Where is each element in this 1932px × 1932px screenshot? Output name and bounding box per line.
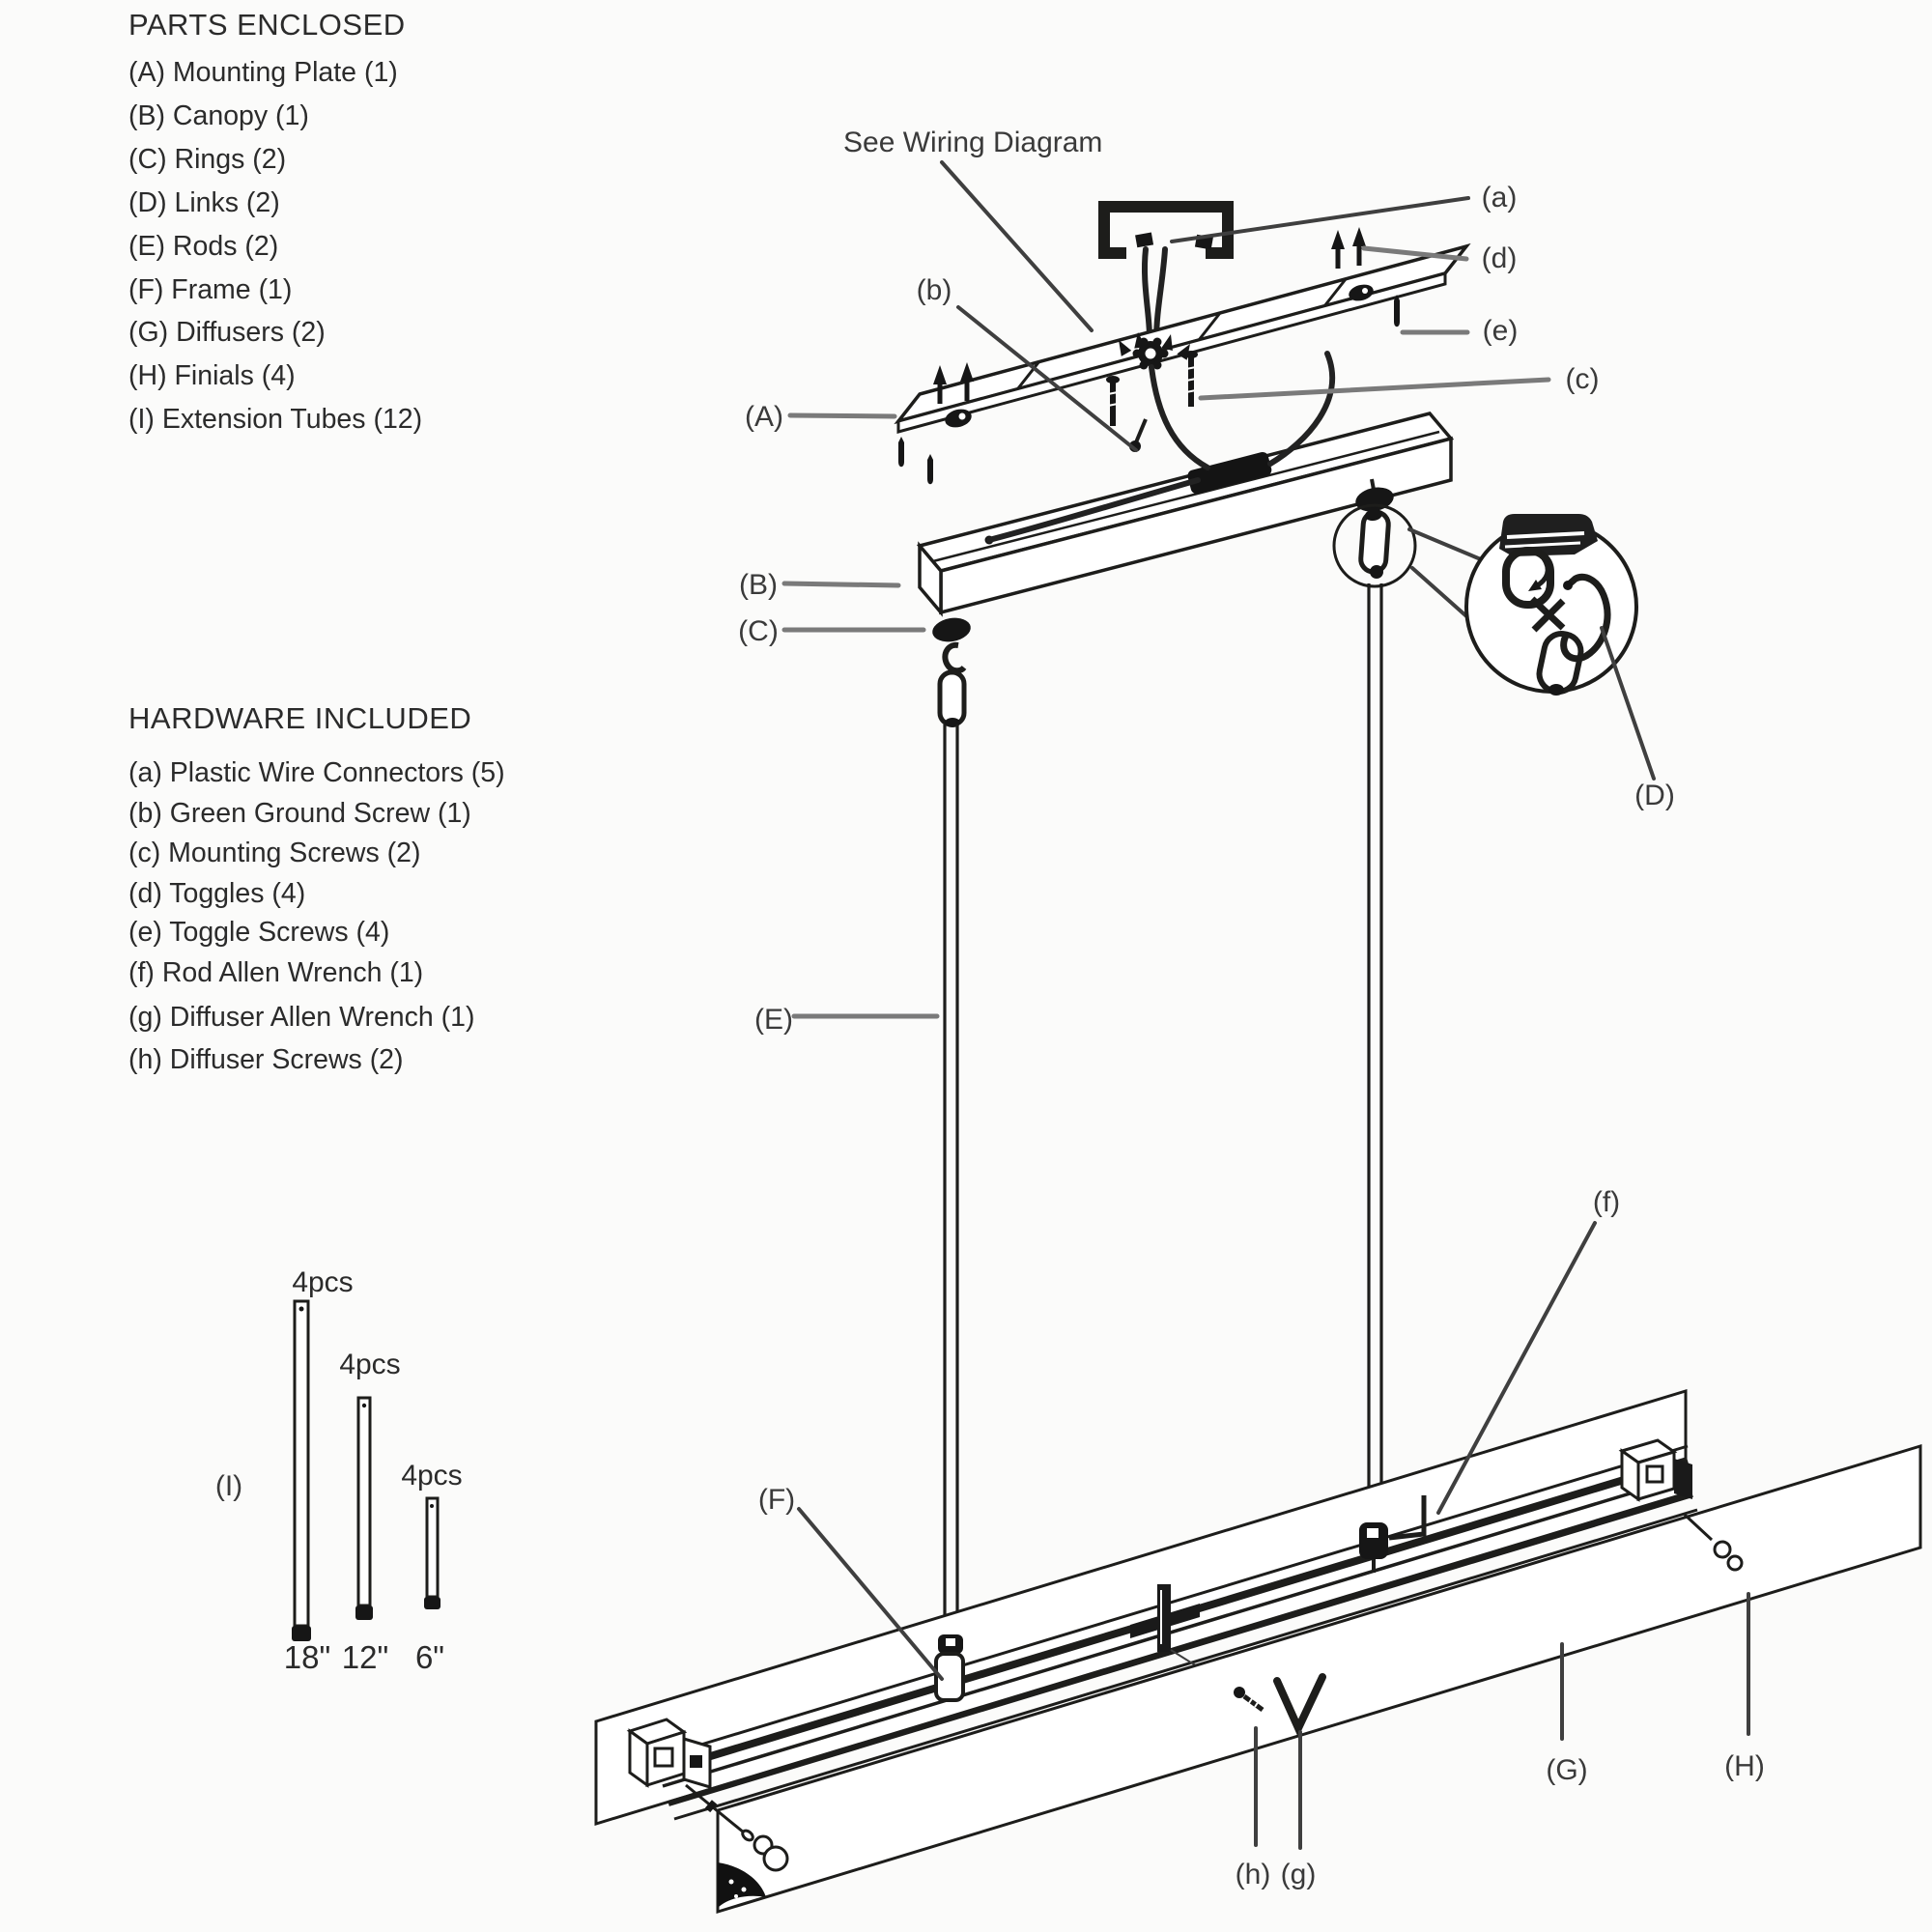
callout-e: (e) (1482, 315, 1519, 347)
tube-6-size: 6" (414, 1639, 445, 1675)
extension-tubes-figure (215, 1266, 463, 1675)
wiring-note: See Wiring Diagram (843, 127, 1103, 158)
tube-18-size: 18" (283, 1639, 331, 1675)
parts-item-A: (A) Mounting Plate (1) (128, 57, 398, 88)
callout-G: (G) (1546, 1754, 1588, 1786)
tube-12-qty: 4pcs (339, 1349, 401, 1380)
parts-item-I: (I) Extension Tubes (12) (128, 404, 423, 435)
hardware-list (128, 701, 505, 1075)
fixture-diagram (596, 127, 1920, 1912)
parts-list (128, 8, 422, 435)
callout-F: (F) (757, 1484, 796, 1516)
extension-tube-18in (284, 1266, 354, 1675)
callout-f: (f) (1592, 1186, 1621, 1218)
parts-item-D: (D) Links (2) (128, 187, 280, 218)
left-ring-link-drawing (930, 615, 973, 727)
hardware-item-g: (g) Diffuser Allen Wrench (1) (128, 1002, 475, 1033)
callout-b: (b) (916, 274, 952, 306)
hardware-item-b: (b) Green Ground Screw (1) (128, 798, 471, 829)
parts-item-B: (B) Canopy (1) (128, 100, 309, 131)
hardware-item-h: (h) Diffuser Screws (2) (128, 1044, 404, 1075)
right-ring-link-drawing (1334, 479, 1488, 623)
callout-D: (D) (1634, 780, 1675, 811)
parts-item-H: (H) Finials (4) (128, 360, 296, 391)
hardware-item-a: (a) Plastic Wire Connectors (5) (128, 757, 505, 788)
callout-E: (E) (754, 1004, 793, 1036)
tube-18-qty: 4pcs (292, 1266, 354, 1298)
callout-c: (c) (1565, 363, 1600, 395)
callout-g: (g) (1280, 1859, 1317, 1890)
parts-item-G: (G) Diffusers (2) (128, 317, 326, 348)
extension-tube-6in (401, 1460, 462, 1675)
mounting-plate-drawing (898, 246, 1466, 432)
frame-assembly-drawing (596, 1391, 1920, 1912)
callout-d: (d) (1481, 242, 1518, 274)
parts-item-C: (C) Rings (2) (128, 144, 287, 175)
hardware-item-e: (e) Toggle Screws (4) (128, 917, 390, 948)
callout-a: (a) (1481, 182, 1518, 213)
hardware-item-f: (f) Rod Allen Wrench (1) (128, 957, 424, 988)
left-rod-socket (936, 1634, 963, 1700)
callout-C: (C) (738, 615, 779, 647)
hardware-item-d: (d) Toggles (4) (128, 878, 306, 909)
extension-tube-12in (339, 1349, 400, 1675)
tube-6-qty: 4pcs (401, 1460, 463, 1492)
rods-drawing (944, 583, 1381, 1637)
callout-I: (I) (214, 1470, 243, 1502)
parts-list-title: PARTS ENCLOSED (128, 8, 406, 42)
hardware-item-c: (c) Mounting Screws (2) (128, 838, 421, 868)
tube-12-size: 12" (341, 1639, 389, 1675)
link-detail-circle (1466, 514, 1636, 696)
callout-A: (A) (745, 401, 783, 433)
callout-H: (H) (1724, 1750, 1765, 1782)
hardware-list-title: HARDWARE INCLUDED (128, 701, 472, 735)
callout-h: (h) (1235, 1859, 1271, 1890)
parts-item-F: (F) Frame (1) (128, 274, 293, 305)
callout-B: (B) (739, 569, 778, 601)
parts-item-E: (E) Rods (2) (128, 231, 279, 262)
